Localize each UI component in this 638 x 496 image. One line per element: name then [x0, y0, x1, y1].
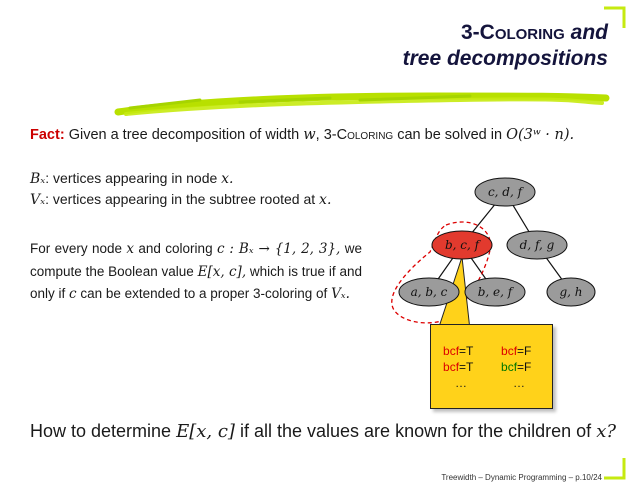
fact-label: Fact: — [30, 127, 65, 143]
popup-entry: bcf=F — [501, 344, 532, 358]
explanation-paragraph: For every node x and coloring c : Bₓ → {1, 2, 3}, we compute the Boolean value E[x, c], which is true if and only if c can be extended to a proper 3-coloring of Vₓ. — [30, 241, 362, 302]
question: How to determine E[x, c] if all the values are known for the children of x? — [30, 421, 617, 442]
tree-node-label: b, c, f — [444, 238, 480, 252]
title-line-1: 3-Coloring and — [460, 21, 608, 44]
popup-column-false — [501, 343, 551, 391]
definition-vx: Vₓ: vertices appearing in the subtree rooted at x. — [30, 191, 332, 208]
tree-node-label: c, d, f — [487, 185, 523, 199]
popup-entry: bcf=T — [443, 344, 474, 358]
tree-node-bef — [465, 278, 525, 306]
popup-ellipsis: … — [513, 376, 525, 390]
tree-node-label: d, f, g — [519, 238, 555, 252]
tree-node-label: a, b, c — [410, 285, 448, 299]
tree-node-label: b, e, f — [477, 285, 513, 299]
tree-node-abc — [399, 278, 459, 306]
tree-node-label: g, h — [559, 285, 583, 299]
popup-entry: bcf=T — [443, 360, 474, 374]
slide-footer: Treewidth – Dynamic Programming – p.10/24 — [441, 473, 602, 482]
tree-node-dfg — [507, 231, 567, 259]
title-line-2: tree decompositions — [402, 47, 608, 70]
definition-bx: Bₓ: vertices appearing in node x. — [30, 170, 234, 187]
popup-entry: bcf=F — [501, 360, 532, 374]
popup-ellipsis: … — [455, 376, 467, 390]
fact-line: Fact: Given a tree decomposition of width w, 3-Coloring can be solved in O(3ʷ · n). — [30, 127, 575, 143]
complexity-expression: O(3ʷ · n). — [506, 127, 575, 143]
colorings-popup — [430, 324, 553, 409]
tree-node-cdf — [475, 178, 535, 206]
tree-node-bcf — [432, 231, 492, 259]
popup-column-true — [443, 343, 493, 391]
tree-node-gh — [547, 278, 595, 306]
